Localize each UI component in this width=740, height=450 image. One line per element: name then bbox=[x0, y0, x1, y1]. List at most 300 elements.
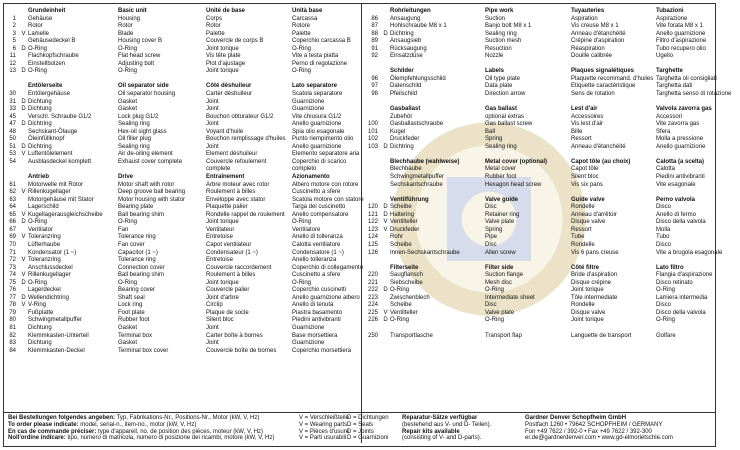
part-de-cell: O-Ring bbox=[390, 317, 410, 324]
part-it-cell: Coperchio cuscinetti bbox=[292, 287, 347, 294]
part-de-cell: Zwischenblech bbox=[390, 294, 430, 301]
part-num-cell bbox=[364, 189, 381, 197]
part-it-cell: O-Ring bbox=[656, 317, 676, 324]
part-de-cell: Motorwelle mit Rotor bbox=[28, 181, 84, 188]
part-de-cell: O-Ring bbox=[390, 287, 410, 294]
part-code-cell bbox=[381, 333, 390, 341]
part-fr-cell: Joint d'arbre bbox=[206, 294, 239, 301]
part-row bbox=[4, 23, 378, 31]
part-fr-cell: Voyant d'huile bbox=[206, 128, 244, 135]
part-it-cell: Rotore bbox=[292, 23, 311, 30]
part-en-cell: Oil separator housing bbox=[118, 91, 176, 98]
part-row bbox=[364, 83, 740, 91]
part-code-cell: D bbox=[21, 143, 26, 150]
part-code-cell bbox=[19, 53, 28, 61]
part-num-cell: 5 bbox=[12, 38, 16, 45]
part-row bbox=[4, 121, 378, 129]
part-code-cell: V bbox=[21, 272, 26, 279]
part-de-cell: O-Ring bbox=[28, 219, 48, 226]
order-instructions: Bei Bestellungen folgendes angeben: Typ, Fabrikations-Nr., Positions-Nr., Motor (kW, V, Hz) To order please indicate: model, serial-n., item-no., motor (kW, V, Hz) En cas de commande préciser: type d'appareil, no. de position des pièces, moteur (kW, V, Hz) Noll'ordine indicare: tipo, numero di matricola, numero di posizione dei ricambi, motore (kW, V, Hz) bbox=[8, 415, 275, 442]
part-en-cell: Sealing ring bbox=[485, 30, 517, 37]
part-row bbox=[364, 121, 740, 129]
repair-kits-note: Reparatur-Sätze verfügbar (bestehend aus V- und D- Teilen). Repair kits available (consisting of V- and D-parts). bbox=[402, 415, 492, 442]
part-fr-cell: Joint torique bbox=[206, 68, 239, 75]
part-row bbox=[4, 136, 378, 144]
part-num-cell: 226 bbox=[367, 317, 378, 324]
part-fr-cell: Vis 6 pans creuse bbox=[571, 249, 619, 256]
part-row bbox=[4, 46, 378, 54]
part-fr-cell: Joint bbox=[206, 121, 219, 128]
part-de-cell: Ventilteller bbox=[390, 219, 418, 226]
part-it-cell: Filtro d'aspirazione bbox=[656, 38, 707, 45]
part-en-cell: Rotor bbox=[118, 23, 133, 30]
part-num-cell bbox=[4, 174, 19, 182]
part-de-cell: Dichtung bbox=[28, 340, 52, 347]
part-code-cell bbox=[381, 114, 390, 122]
part-en-cell bbox=[118, 76, 206, 84]
part-en-cell: Motor housing with stator bbox=[118, 196, 186, 203]
part-num-cell: 120 bbox=[367, 204, 378, 211]
part-num-cell: 77 bbox=[9, 294, 16, 301]
part-row bbox=[364, 53, 740, 61]
part-code-cell bbox=[381, 182, 390, 190]
company-address: Gardner Denver Schopfheim GmbH Postfach 1260 • 79642 SCHOPFHEIM / GERMANY Fon +49 7622 / 392-0 • Fax +49 7622 / 392-300 er.de@gardnerdenver.com • www.gd-elmorietschle.com bbox=[525, 415, 673, 442]
part-en-cell: Valve guide bbox=[485, 196, 519, 203]
part-row bbox=[4, 61, 378, 69]
part-fr-cell: Roulement à billes bbox=[206, 272, 256, 279]
part-code-cell bbox=[19, 8, 28, 16]
part-fr-cell: complete bbox=[206, 166, 231, 173]
part-fr-cell: Joint bbox=[206, 324, 219, 331]
part-en-cell: Housing cover B bbox=[118, 38, 163, 45]
part-de-cell bbox=[390, 257, 485, 265]
part-row bbox=[4, 38, 378, 46]
part-fr-cell: Disque valve bbox=[571, 219, 606, 226]
section-heading-row bbox=[364, 106, 740, 114]
part-row bbox=[364, 166, 740, 174]
part-de-cell: Anschlussdeckel bbox=[28, 264, 73, 271]
part-it-cell: Guarnizione bbox=[292, 98, 325, 105]
part-fr-cell bbox=[571, 99, 656, 107]
part-en-cell: O-Ring bbox=[118, 68, 138, 75]
part-de-cell: Toleranzring bbox=[28, 257, 61, 264]
part-de-cell: Saugflansch bbox=[390, 272, 424, 279]
legend-seals: D = Dichtungen D = Seals D = Joints D = Guarnizioni bbox=[347, 415, 389, 442]
part-num-cell: 223 bbox=[367, 294, 378, 301]
part-row bbox=[364, 310, 740, 318]
part-num-cell: 225 bbox=[367, 309, 378, 316]
part-fr-cell: Vis lest d'air bbox=[571, 121, 604, 128]
part-row bbox=[364, 144, 740, 152]
part-fr-cell: Rondelle bbox=[571, 302, 595, 309]
part-code-cell bbox=[19, 317, 28, 325]
part-num-cell: 11 bbox=[9, 53, 16, 60]
part-de-cell: Einstellbolzen bbox=[28, 60, 66, 67]
part-code-cell bbox=[19, 166, 28, 174]
part-code-cell bbox=[381, 295, 390, 303]
part-num-cell: 100 bbox=[367, 121, 378, 128]
part-row bbox=[364, 99, 740, 107]
part-code-cell bbox=[19, 265, 28, 273]
part-num-cell: 3 bbox=[12, 30, 16, 37]
part-fr-cell bbox=[206, 76, 292, 84]
part-num-cell bbox=[364, 61, 381, 69]
part-it-cell: Palette bbox=[292, 30, 311, 37]
part-it-cell: Piedini antivibranti bbox=[656, 174, 705, 181]
part-code-cell: D bbox=[21, 294, 26, 301]
part-fr-cell: Côté filtre bbox=[571, 264, 600, 271]
part-en-cell: Blade bbox=[118, 30, 134, 37]
part-code-cell bbox=[19, 76, 28, 84]
part-de-cell: Antrieb bbox=[28, 174, 49, 181]
part-en-cell: Tolerance ring bbox=[118, 234, 156, 241]
part-de-cell: Ausblasdeckel komplett bbox=[28, 158, 92, 165]
part-row bbox=[364, 227, 740, 235]
part-fr-cell: Capot ventilateur bbox=[206, 241, 252, 248]
part-de-cell: Hohlschraube M8 x 1 bbox=[390, 23, 447, 30]
part-code-cell bbox=[19, 159, 28, 167]
part-row bbox=[4, 242, 378, 250]
part-row bbox=[4, 317, 378, 325]
part-code-cell bbox=[381, 76, 390, 84]
section-heading-row bbox=[4, 174, 378, 182]
section-heading-row bbox=[4, 8, 378, 16]
part-fr-cell: Element déshuileur bbox=[206, 151, 258, 158]
part-de-cell: Ventilator bbox=[28, 226, 54, 233]
part-code-cell bbox=[381, 265, 390, 273]
part-num-cell: 2 bbox=[12, 23, 16, 30]
part-en-cell: Oil filler plug bbox=[118, 136, 152, 143]
part-num-cell: 65 bbox=[9, 211, 16, 218]
part-it-cell: Disco retinato bbox=[656, 279, 693, 286]
part-row bbox=[4, 16, 378, 24]
part-de-cell: Ansaugsieb bbox=[390, 38, 422, 45]
part-num-cell bbox=[364, 174, 381, 182]
part-fr-cell: Bouchon remplissage d'huiles bbox=[206, 136, 286, 143]
part-code-cell bbox=[381, 16, 390, 24]
part-num-cell: 30 bbox=[9, 91, 16, 98]
part-num-cell: 86 bbox=[371, 15, 378, 22]
part-num-cell: 61 bbox=[9, 181, 16, 188]
part-code-cell bbox=[19, 204, 28, 212]
part-fr-cell: Plaques signalétiques bbox=[571, 68, 635, 75]
part-en-cell: O-Ring bbox=[485, 317, 505, 324]
part-it-cell: Molla a pressione bbox=[656, 136, 704, 143]
part-fr-cell: Joint bbox=[206, 98, 219, 105]
part-it-cell: Carcassa bbox=[292, 15, 318, 22]
part-it-cell: Lamiera intermedia bbox=[656, 294, 708, 301]
part-it-cell: Vite forata M8 x 1 bbox=[656, 23, 703, 30]
part-de-cell: Dichtring bbox=[390, 30, 414, 37]
part-num-cell: 101 bbox=[367, 128, 378, 135]
part-row bbox=[364, 174, 740, 182]
part-it-cell: O-Ring bbox=[292, 219, 312, 226]
part-row bbox=[4, 53, 378, 61]
part-code-cell bbox=[381, 280, 390, 288]
part-fr-cell: Joint torique bbox=[206, 279, 239, 286]
part-en-cell: Filter side bbox=[485, 264, 514, 271]
part-row bbox=[4, 151, 378, 159]
part-fr-cell: Enveloppe avec stator bbox=[206, 196, 266, 203]
part-row bbox=[4, 182, 378, 190]
part-row bbox=[364, 219, 740, 227]
part-row bbox=[4, 287, 378, 295]
part-num-cell bbox=[364, 106, 381, 114]
part-de-cell: Scheibe bbox=[390, 302, 412, 309]
part-num-cell bbox=[4, 8, 19, 16]
part-de-cell: Dichtring bbox=[28, 143, 52, 150]
section-heading-row bbox=[364, 197, 740, 205]
part-fr-cell: Couvercle raccordement bbox=[206, 264, 272, 271]
part-en-cell: Retainer ring bbox=[485, 211, 520, 218]
part-code-cell: V bbox=[383, 309, 388, 316]
part-fr-cell: Lest d'air bbox=[571, 106, 598, 113]
part-it-cell bbox=[656, 325, 740, 333]
part-de-cell: Entölergehäuse bbox=[28, 91, 71, 98]
part-de-cell: Dichtring bbox=[28, 121, 52, 128]
part-it-cell: Coperchio di scarico bbox=[292, 158, 347, 165]
part-code-cell bbox=[381, 106, 390, 114]
part-code-cell: D bbox=[21, 121, 26, 128]
part-num-cell bbox=[364, 68, 381, 76]
part-num-cell: 89 bbox=[371, 38, 378, 45]
part-row bbox=[364, 114, 740, 122]
part-en-cell: Metal cover (optional) bbox=[485, 158, 548, 165]
part-fr-cell: Crépine d'aspiration bbox=[571, 38, 625, 45]
part-de-cell: Blechhaube (wahlweise) bbox=[390, 158, 460, 165]
part-row bbox=[364, 242, 740, 250]
part-en-cell bbox=[118, 166, 206, 174]
part-it-cell: Perno di regolazione bbox=[292, 60, 348, 67]
part-row bbox=[4, 348, 378, 356]
part-en-cell: Suction bbox=[485, 15, 506, 22]
part-en-cell bbox=[485, 99, 571, 107]
part-code-cell bbox=[381, 99, 390, 107]
part-code-cell: D bbox=[383, 317, 388, 324]
part-it-cell bbox=[656, 189, 740, 197]
part-num-cell: 91 bbox=[371, 45, 378, 52]
part-de-cell bbox=[390, 189, 485, 197]
footer bbox=[4, 413, 715, 443]
part-num-cell: 97 bbox=[371, 83, 378, 90]
part-fr-cell: Joint torique bbox=[571, 317, 604, 324]
part-num-cell: 221 bbox=[367, 279, 378, 286]
part-it-cell: Guarnizione bbox=[292, 324, 325, 331]
part-fr-cell bbox=[571, 151, 656, 159]
part-num-cell: 126 bbox=[367, 249, 378, 256]
part-de-cell: Druckfeder bbox=[390, 226, 420, 233]
part-fr-cell: Côté déshuileur bbox=[206, 83, 252, 90]
part-num-cell: 1 bbox=[12, 15, 16, 22]
part-num-cell: 63 bbox=[9, 196, 16, 203]
part-code-cell bbox=[19, 23, 28, 31]
part-fr-cell: Couvercle boîte de bornes bbox=[206, 347, 277, 354]
part-en-cell bbox=[485, 325, 571, 333]
part-row bbox=[364, 250, 740, 258]
section-heading-row bbox=[364, 68, 740, 76]
part-fr-cell bbox=[571, 61, 656, 69]
part-row bbox=[4, 204, 378, 212]
part-num-cell bbox=[364, 151, 381, 159]
part-it-cell bbox=[656, 61, 740, 69]
part-fr-cell: Bouchon obturateur G1/2 bbox=[206, 113, 274, 120]
part-code-cell bbox=[19, 129, 28, 137]
part-it-cell: Anello compensatore bbox=[292, 211, 349, 218]
part-it-cell: Cuscinetto a sfere bbox=[292, 189, 341, 196]
part-en-cell: Lock ring bbox=[118, 302, 143, 309]
part-num-cell bbox=[364, 159, 381, 167]
part-fr-cell: Roulement à billes bbox=[206, 189, 256, 196]
part-num-cell: 81 bbox=[9, 324, 16, 331]
part-code-cell bbox=[381, 91, 390, 99]
part-en-cell: Hexagon head screw bbox=[485, 181, 542, 188]
part-it-cell: Piastra basamento bbox=[292, 309, 343, 316]
part-fr-cell: Anneau d'étanchéité bbox=[571, 30, 626, 37]
part-de-cell: Kondensator (1 ~) bbox=[28, 249, 77, 256]
section-heading-row bbox=[364, 159, 740, 167]
part-code-cell bbox=[381, 46, 390, 54]
part-en-cell bbox=[485, 257, 571, 265]
part-fr-cell: Corps bbox=[206, 15, 223, 22]
part-en-cell: Shaft seal bbox=[118, 294, 145, 301]
part-code-cell bbox=[19, 250, 28, 258]
part-code-cell bbox=[381, 8, 390, 16]
part-code-cell bbox=[381, 68, 390, 76]
part-code-cell bbox=[381, 151, 390, 159]
part-num-cell bbox=[364, 257, 381, 265]
part-fr-cell: Aspiration bbox=[571, 15, 598, 22]
part-de-cell: Datenschild bbox=[390, 83, 422, 90]
part-fr-cell: Réaspiration bbox=[571, 45, 605, 52]
part-de-cell: Ventilteller bbox=[390, 309, 418, 316]
part-de-cell: Öleinfüllknopf bbox=[28, 136, 65, 143]
part-num-cell: 250 bbox=[367, 332, 378, 339]
part-it-cell: O-Ring bbox=[292, 279, 312, 286]
part-en-cell: Disc bbox=[485, 241, 497, 248]
part-it-cell: Anello guarnizione bbox=[656, 143, 706, 150]
part-fr-cell: Capot tôle bbox=[571, 166, 599, 173]
part-fr-cell bbox=[571, 189, 656, 197]
part-code-cell: V bbox=[21, 151, 26, 158]
part-num-cell: 71 bbox=[9, 249, 16, 256]
part-en-cell: Sealing ring bbox=[485, 143, 517, 150]
part-row bbox=[4, 197, 378, 205]
part-it-cell: O-Ring bbox=[292, 45, 312, 52]
part-en-cell: Gasket bbox=[118, 106, 138, 113]
part-row bbox=[4, 166, 378, 174]
part-de-cell: Klemmkasten-Unterteil bbox=[28, 332, 89, 339]
part-it-cell: Targhette bbox=[656, 68, 683, 75]
part-it-cell: completo bbox=[292, 166, 317, 173]
part-de-cell: Dichtung bbox=[28, 98, 52, 105]
part-de-cell: Lüfterhaube bbox=[28, 241, 61, 248]
part-en-cell: Ball bearing shim bbox=[118, 272, 165, 279]
part-num-cell bbox=[364, 182, 381, 190]
part-num-cell: 92 bbox=[371, 53, 378, 60]
part-en-cell: Adjusting bolt bbox=[118, 60, 155, 67]
part-row bbox=[4, 227, 378, 235]
part-code-cell: D bbox=[21, 106, 26, 113]
part-en-cell: Sealing ring bbox=[118, 121, 150, 128]
part-de-cell: Dichtung bbox=[28, 106, 52, 113]
part-code-cell bbox=[381, 272, 390, 280]
part-fr-cell: Palette bbox=[206, 30, 225, 37]
part-num-cell: 53 bbox=[9, 151, 16, 158]
part-code-cell bbox=[381, 189, 390, 197]
part-code-cell: V bbox=[21, 257, 26, 264]
part-it-cell: Lato filtro bbox=[656, 264, 684, 271]
part-en-cell: O-Ring bbox=[118, 219, 138, 226]
part-fr-cell: Joint torique bbox=[206, 45, 239, 52]
part-row bbox=[364, 76, 740, 84]
part-num-cell bbox=[4, 83, 19, 91]
part-code-cell bbox=[19, 174, 28, 182]
part-de-cell: Luftentölelement bbox=[28, 151, 73, 158]
part-code-cell bbox=[381, 242, 390, 250]
part-num-cell: 54 bbox=[9, 158, 16, 165]
part-num-cell: 83 bbox=[9, 340, 16, 347]
part-code-cell bbox=[381, 257, 390, 265]
part-row bbox=[364, 61, 740, 69]
part-num-cell: 51 bbox=[9, 143, 16, 150]
part-de-cell: Lagerdeckel bbox=[28, 287, 61, 294]
part-it-cell: Piedini antivibranti bbox=[292, 317, 341, 324]
part-code-cell bbox=[19, 340, 28, 348]
part-code-cell: D bbox=[21, 45, 26, 52]
part-num-cell: 124 bbox=[367, 234, 378, 241]
part-fr-cell: Couvercle refoulement bbox=[206, 158, 267, 165]
part-fr-cell: Douille calibrée bbox=[571, 53, 613, 60]
part-fr-cell: Rondelle bbox=[571, 241, 595, 248]
part-row bbox=[364, 234, 740, 242]
part-code-cell bbox=[381, 136, 390, 144]
part-it-cell: Guarnizione bbox=[292, 340, 325, 347]
part-de-cell: Lagerschild bbox=[28, 204, 59, 211]
part-de-cell: Ölempfehlungsschild bbox=[390, 75, 446, 82]
part-de-cell: O-Ring bbox=[28, 68, 48, 75]
part-row bbox=[364, 189, 740, 197]
part-it-cell: Scatola separatore bbox=[292, 91, 343, 98]
part-de-cell: Klemmkasten-Deckel bbox=[28, 347, 85, 354]
parts-list-sheet bbox=[3, 3, 732, 447]
part-it-cell: O-Ring bbox=[292, 68, 312, 75]
part-fr-cell: Carter déshuileur bbox=[206, 91, 253, 98]
part-en-cell: Rubber foot bbox=[118, 317, 150, 324]
part-en-cell: Gasket bbox=[118, 98, 138, 105]
part-en-cell: Capacitor (1 ~) bbox=[118, 249, 158, 256]
part-fr-cell: Tuyauteries bbox=[571, 8, 605, 14]
part-de-cell: Gehäuse bbox=[28, 15, 53, 22]
part-en-cell: Suction mesh bbox=[485, 38, 522, 45]
part-it-cell: Anello tolleranza bbox=[292, 257, 337, 264]
part-code-cell bbox=[381, 129, 390, 137]
part-de-cell: Sechskant-Ölauge bbox=[28, 128, 78, 135]
part-en-cell: Valve plate bbox=[485, 219, 515, 226]
part-fr-cell: Rondelle bbox=[571, 204, 595, 211]
part-de-cell: Blechhaube bbox=[390, 166, 422, 173]
part-row bbox=[4, 189, 378, 197]
part-fr-cell: Disque valve bbox=[571, 309, 606, 316]
part-it-cell: Coperchio morsettiera bbox=[292, 347, 352, 354]
part-num-cell: 69 bbox=[9, 234, 16, 241]
part-de-cell: Siebscheibe bbox=[390, 279, 423, 286]
part-de-cell: Transportlasche bbox=[390, 332, 433, 339]
part-it-cell bbox=[656, 257, 740, 265]
part-it-cell: Unità base bbox=[292, 8, 323, 14]
part-en-cell: Nozzle bbox=[485, 53, 504, 60]
part-it-cell: Anello guarnizione bbox=[292, 143, 342, 150]
part-row bbox=[364, 182, 740, 190]
